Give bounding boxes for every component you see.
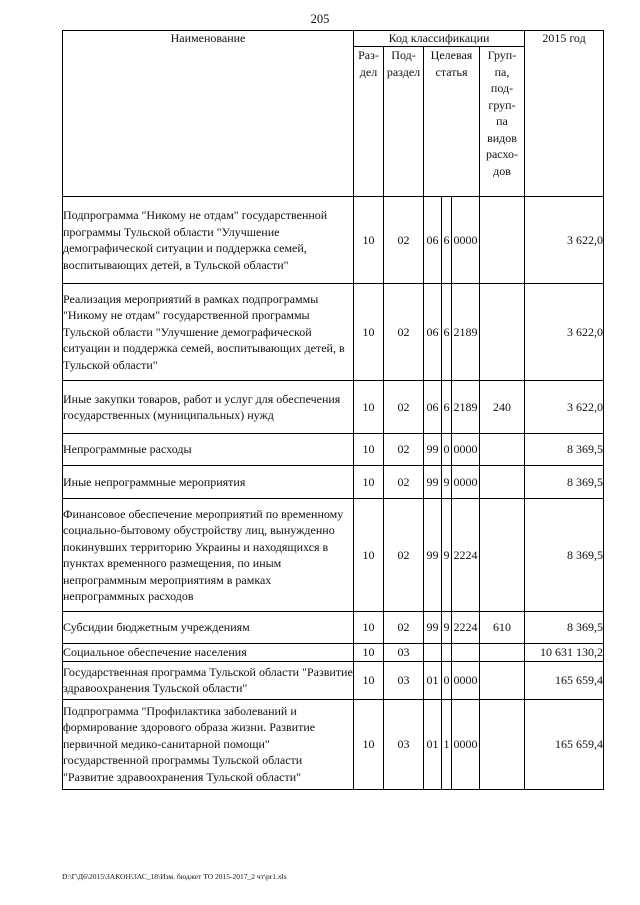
row-direction: 0000 [452,434,480,466]
table-row [63,466,604,499]
table-row [63,644,604,662]
row-podrazdel: 02 [384,284,424,381]
table-row [63,197,604,284]
row-expense-type: 610 [480,612,525,644]
header-classification-code: Код классификации [354,31,525,47]
row-podrazdel: 02 [384,466,424,499]
row-podrazdel: 02 [384,499,424,612]
row-expense-type [480,284,525,381]
row-expense-type [480,644,525,662]
row-subprogram: 0 [442,434,452,466]
row-name: Социальное обеспечение населения [63,644,354,662]
row-program: 99 [424,612,442,644]
row-expense-type [480,699,525,789]
row-amount: 8 369,5 [525,612,604,644]
row-amount: 10 631 130,2 [525,644,604,662]
row-direction: 2189 [452,284,480,381]
row-amount: 3 622,0 [525,284,604,381]
row-direction: 0000 [452,197,480,284]
row-expense-type [480,434,525,466]
row-program: 06 [424,197,442,284]
row-name: Подпрограмма "Профилактика заболеваний и формирование здорового образа жизни. Развитие первичной медико-санитарной помощи" государственной программы Тульской области "Развитие здравоохранения Тульской области" [63,699,354,789]
row-razdel: 10 [354,466,384,499]
row-subprogram: 6 [442,381,452,434]
row-program: 99 [424,499,442,612]
row-podrazdel: 02 [384,197,424,284]
row-program: 06 [424,284,442,381]
row-amount: 8 369,5 [525,434,604,466]
row-amount: 3 622,0 [525,197,604,284]
row-razdel: 10 [354,499,384,612]
row-subprogram [442,644,452,662]
table-row [63,499,604,612]
row-amount: 8 369,5 [525,499,604,612]
row-razdel: 10 [354,612,384,644]
table-row [63,434,604,466]
row-expense-type [480,466,525,499]
row-podrazdel: 03 [384,661,424,699]
row-name: Финансовое обеспечение мероприятий по временному социально-бытовому обустройству лиц, вынужденно покинувших территорию Украины и находящихся в пунктах временного размещения, по иным непрограммным мероприятиям в рамках непрограммных расходов [63,499,354,612]
row-podrazdel: 02 [384,612,424,644]
row-direction [452,644,480,662]
header-year: 2015 год [525,31,604,197]
row-subprogram: 6 [442,284,452,381]
row-name: Субсидии бюджетным учреждениям [63,612,354,644]
row-direction: 2224 [452,612,480,644]
row-program: 01 [424,661,442,699]
header-podrazdel: Под- раздел [384,47,424,197]
row-razdel: 10 [354,381,384,434]
row-direction: 0000 [452,466,480,499]
row-subprogram: 0 [442,661,452,699]
table-row [63,699,604,789]
table-row [63,381,604,434]
row-name: Непрограммные расходы [63,434,354,466]
footer-file-path: D:\Г\Д6\2015\ЗАКОН\ЗАС_18\Изм. бюджет ТО 2015-2017_2 чт\pr1.xls [62,872,287,881]
header-name: Наименование [63,31,354,197]
row-expense-type: 240 [480,381,525,434]
header-expense-type: Груп- па, под- груп- па видов расхо- дов [480,47,525,197]
row-podrazdel: 02 [384,381,424,434]
row-amount: 3 622,0 [525,381,604,434]
row-direction: 0000 [452,699,480,789]
row-podrazdel: 03 [384,644,424,662]
table-row [63,661,604,699]
row-podrazdel: 03 [384,699,424,789]
row-name: Реализация мероприятий в рамках подпрограммы "Никому не отдам" государственной программы Тульской области "Улучшение демографической ситуации и поддержка семей, воспитывающих детей, в Тульской области" [63,284,354,381]
row-name: Иные непрограммные мероприятия [63,466,354,499]
row-razdel: 10 [354,699,384,789]
table-row [63,284,604,381]
row-direction: 2189 [452,381,480,434]
table-row [63,612,604,644]
row-program: 99 [424,434,442,466]
row-amount: 8 369,5 [525,466,604,499]
row-subprogram: 9 [442,612,452,644]
row-direction: 2224 [452,499,480,612]
row-podrazdel: 02 [384,434,424,466]
row-amount: 165 659,4 [525,699,604,789]
row-razdel: 10 [354,197,384,284]
row-razdel: 10 [354,661,384,699]
row-subprogram: 9 [442,466,452,499]
budget-table [62,30,604,790]
row-program [424,644,442,662]
row-subprogram: 1 [442,699,452,789]
row-program: 99 [424,466,442,499]
row-program: 06 [424,381,442,434]
page-number: 205 [310,12,330,26]
row-subprogram: 6 [442,197,452,284]
row-amount: 165 659,4 [525,661,604,699]
row-expense-type [480,499,525,612]
row-subprogram: 9 [442,499,452,612]
row-expense-type [480,197,525,284]
header-razdel: Раз- дел [354,47,384,197]
row-razdel: 10 [354,434,384,466]
row-razdel: 10 [354,284,384,381]
row-name: Подпрограмма "Никому не отдам" государственной программы Тульской области "Улучшение демографической ситуации и поддержка семей, воспитывающих детей, в Тульской области" [63,197,354,284]
row-program: 01 [424,699,442,789]
row-razdel: 10 [354,644,384,662]
row-direction: 0000 [452,661,480,699]
row-name: Государственная программа Тульской области "Развитие здравоохранения Тульской области" [63,661,354,699]
row-name: Иные закупки товаров, работ и услуг для обеспечения государственных (муниципальных) нужд [63,381,354,434]
header-target-article: Целевая статья [424,47,480,197]
row-expense-type [480,661,525,699]
